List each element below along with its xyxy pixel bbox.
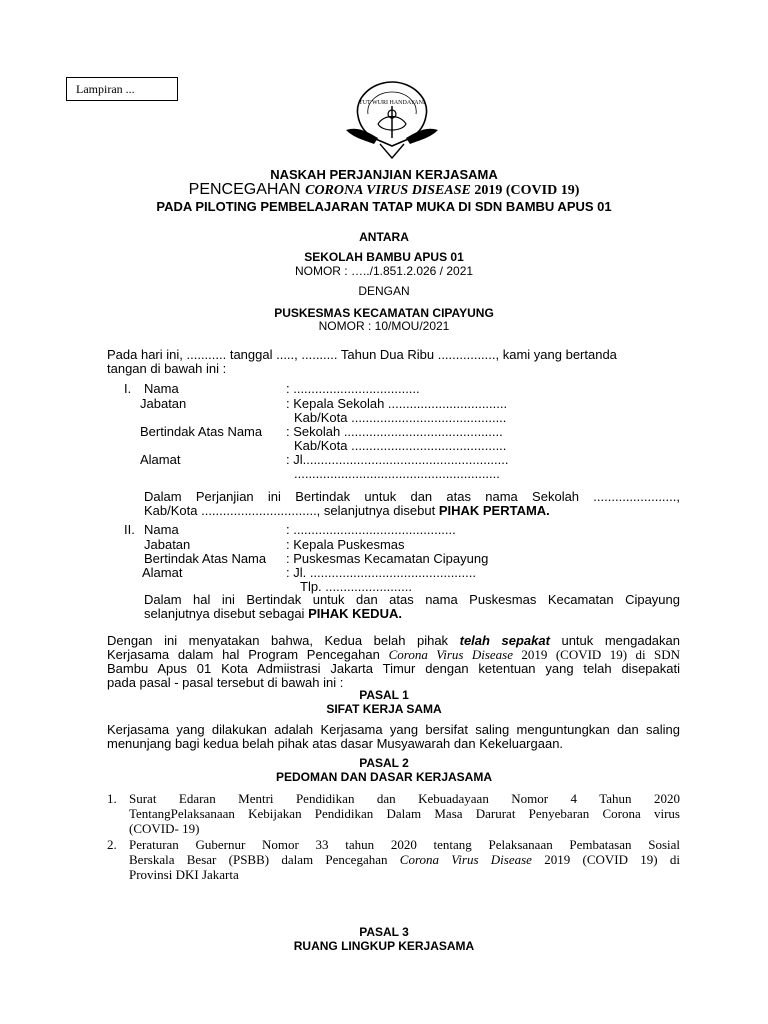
agreement-line2: Kerjasama dalam hal Program Pencegahan Corona Virus Disease 2019 (COVID 19) di SDN bbox=[107, 647, 680, 662]
party1-position-label: Jabatan bbox=[140, 396, 187, 411]
party2-statement-line2: selanjutnya disebut sebagai PIHAK KEDUA. bbox=[144, 606, 402, 621]
party2-name-value: : ............................................. bbox=[286, 522, 456, 537]
party2-statement-line1: Dalam hal ini Bertindak untuk dan atas nama Puskesmas Kecamatan Cipayung bbox=[144, 592, 680, 607]
pasal3-number: PASAL 3 bbox=[359, 925, 409, 939]
party1-acting-value: : Sekolah ............................................ bbox=[286, 424, 503, 439]
pasal1-line2: menunjang bagi kedua belah pihak atas dasar Musyawarah dan Kekeluargaan. bbox=[107, 736, 564, 751]
intro-line2: tangan di bawah ini : bbox=[107, 361, 227, 376]
pasal2-item1-line3: (COVID- 19) bbox=[129, 821, 200, 836]
agreement-line4: pada pasal - pasal tersebut di bawah ini : bbox=[107, 675, 344, 690]
attachment-box bbox=[66, 77, 178, 101]
pasal2-item2-num: 2. bbox=[107, 837, 117, 852]
pasal1-line1: Kerjasama yang dilakukan adalah Kerjasama yang bersifat saling menguntungkan dan saling bbox=[107, 722, 680, 737]
party1-position-value: : Kepala Sekolah ................................. bbox=[286, 396, 508, 411]
party2-position-value: : Kepala Puskesmas bbox=[286, 537, 405, 552]
party1-acting-value2: Kab/Kota ........................................... bbox=[294, 438, 507, 453]
party2-numeral: II. bbox=[124, 522, 135, 537]
attachment-label: Lampiran ... bbox=[76, 82, 135, 96]
party1-address-label: Alamat bbox=[140, 452, 181, 467]
with-heading: DENGAN bbox=[358, 284, 410, 298]
party1-name-value: : ................................... bbox=[286, 381, 420, 396]
pasal2-item1-num: 1. bbox=[107, 791, 117, 806]
party1-position-value2: Kab/Kota ........................................... bbox=[294, 410, 507, 425]
pasal1-number: PASAL 1 bbox=[359, 688, 409, 702]
svg-text:TUT WURI HANDAYANI: TUT WURI HANDAYANI bbox=[359, 100, 425, 106]
pasal2-item2-line1: Peraturan Gubernur Nomor 33 tahun 2020 tentang Pelaksanaan Pembatasan Sosial bbox=[129, 837, 680, 852]
pasal2-number: PASAL 2 bbox=[359, 756, 409, 770]
party1-numeral: I. bbox=[124, 381, 132, 396]
party1-heading: SEKOLAH BAMBU APUS 01 bbox=[304, 250, 464, 264]
agreement-line3: Bambu Apus 01 Kota Admiistrasi Jakarta Timur dengan ketentuan yang telah disepakati bbox=[107, 661, 680, 676]
title-line1: NASKAH PERJANJIAN KERJASAMA bbox=[270, 167, 498, 182]
party1-address-value2: ......................................................... bbox=[294, 466, 500, 481]
pasal2-item1-line1: Surat Edaran Mentri Pendidikan dan Kebuadayaan Nomor 4 Tahun 2020 bbox=[129, 791, 680, 806]
pasal1-title: SIFAT KERJA SAMA bbox=[326, 702, 442, 716]
tut-wuri-handayani-icon bbox=[344, 80, 440, 160]
party2-acting-value: : Puskesmas Kecamatan Cipayung bbox=[286, 551, 489, 566]
pasal2-item1-line2: TentangPelaksanaan Kebijakan Pendidikan Dalam Masa Darurat Penyebaran Corona virus bbox=[129, 806, 680, 821]
pasal2-item2-line2: Berskala Besar (PSBB) dalam Pencegahan Corona Virus Disease 2019 (COVID 19) di bbox=[129, 852, 680, 867]
party2-phone-value: Tlp. ........................ bbox=[300, 579, 412, 594]
agreement-line1: Dengan ini menyatakan bahwa, Kedua belah pihak telah sepakat untuk mengadakan bbox=[107, 633, 680, 648]
party2-position-label: Jabatan bbox=[144, 537, 191, 552]
intro-line1: Pada hari ini, ........... tanggal ....., .......... Tahun Dua Ribu ................, kami yang bertanda bbox=[107, 347, 617, 362]
party2-address-value: : Jl. .............................................. bbox=[286, 565, 476, 580]
party1-acting-label: Bertindak Atas Nama bbox=[140, 424, 263, 439]
party2-address-label: Alamat bbox=[142, 565, 183, 580]
party2-acting-label: Bertindak Atas Nama bbox=[144, 551, 267, 566]
party2-heading: PUSKESMAS KECAMATAN CIPAYUNG bbox=[274, 306, 494, 320]
pasal2-item2-line3: Provinsi DKI Jakarta bbox=[129, 867, 239, 882]
party1-address-value: : Jl......................................................... bbox=[286, 452, 509, 467]
party1-statement-line1: Dalam Perjanjian ini Bertindak untuk dan atas nama Sekolah ......................., bbox=[144, 489, 680, 504]
party1-statement-line2: Kab/Kota ................................, selanjutnya disebut PIHAK PERTAMA. bbox=[144, 503, 550, 518]
title-line2: PENCEGAHAN CORONA VIRUS DISEASE 2019 (COVID 19) bbox=[188, 181, 580, 198]
party1-name-label: Nama bbox=[144, 381, 179, 396]
party1-number: NOMOR : …../1.851.2.026 / 2021 bbox=[294, 264, 474, 278]
between-heading: ANTARA bbox=[359, 230, 409, 244]
title-line3: PADA PILOTING PEMBELAJARAN TATAP MUKA DI SDN BAMBU APUS 01 bbox=[156, 199, 612, 214]
party2-number: NOMOR : 10/MOU/2021 bbox=[318, 319, 450, 333]
pasal3-title: RUANG LINGKUP KERJASAMA bbox=[293, 939, 475, 953]
pasal2-title: PEDOMAN DAN DASAR KERJASAMA bbox=[275, 770, 492, 784]
party2-name-label: Nama bbox=[144, 522, 179, 537]
